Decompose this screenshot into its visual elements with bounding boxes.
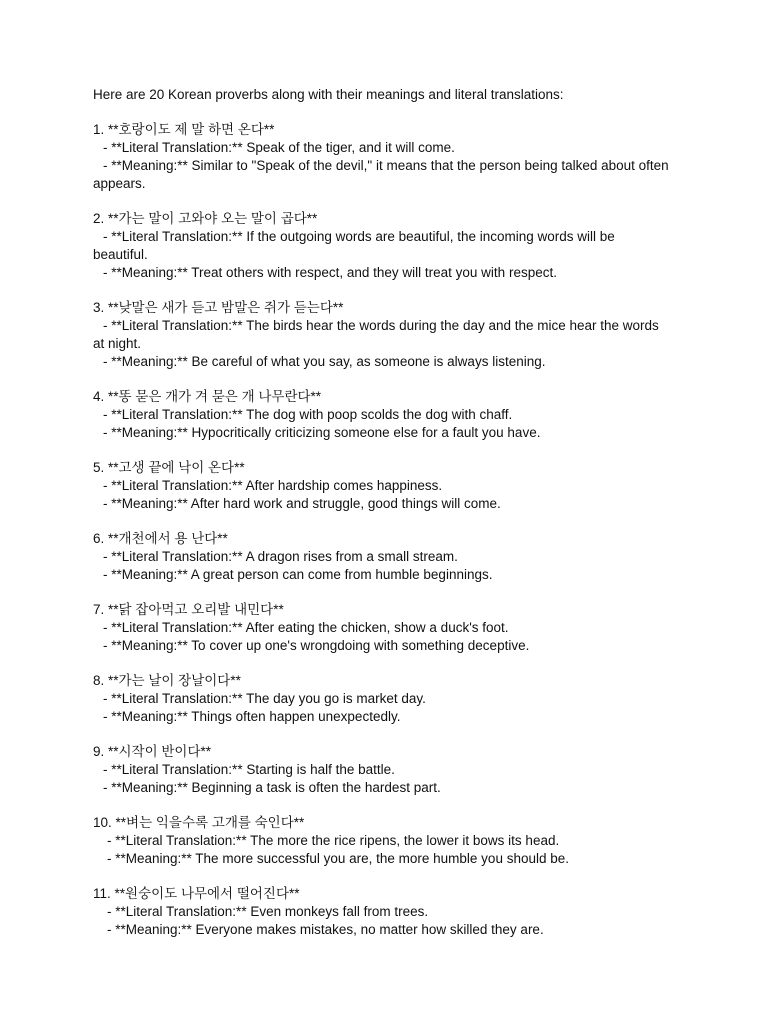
proverb-heading: 7. **닭 잡아먹고 오리발 내민다** [93, 602, 284, 617]
proverb-meaning: - **Meaning:** Treat others with respect, and they will treat you with respect. [103, 265, 557, 280]
literal-translation: - **Literal Translation:** The more the rice ripens, the lower it bows its head. [107, 833, 560, 848]
proverb-meaning: - **Meaning:** Things often happen unexpectedly. [103, 709, 401, 724]
proverb-meaning: - **Meaning:** Hypocritically criticizing someone else for a fault you have. [103, 425, 541, 440]
literal-translation: - **Literal Translation:** Speak of the tiger, and it will come. [103, 140, 455, 155]
proverb-meaning: - **Meaning:** After hard work and struggle, good things will come. [103, 496, 501, 511]
proverb-heading: 5. **고생 끝에 낙이 온다** [93, 460, 245, 475]
proverb-meaning: - **Meaning:** The more successful you are, the more humble you should be. [107, 851, 569, 866]
literal-translation: - **Literal Translation:** If the outgoing words are beautiful, the incoming words will be beautiful. [93, 229, 615, 262]
proverb-item-8 [93, 672, 672, 726]
proverb-heading: 1. **호랑이도 제 말 하면 온다** [93, 122, 275, 137]
proverb-item-5 [93, 459, 672, 513]
proverb-heading: 10. **벼는 익을수록 고개를 숙인다** [93, 815, 305, 830]
proverb-heading: 2. **가는 말이 고와야 오는 말이 곱다** [93, 211, 318, 226]
literal-translation: - **Literal Translation:** The day you go is market day. [103, 691, 426, 706]
literal-translation: - **Literal Translation:** A dragon rises from a small stream. [103, 549, 458, 564]
proverb-meaning: - **Meaning:** Everyone makes mistakes, no matter how skilled they are. [107, 922, 544, 937]
intro-text: Here are 20 Korean proverbs along with their meanings and literal translations: [93, 87, 564, 102]
proverb-item-3 [93, 299, 672, 371]
proverb-item-7 [93, 601, 672, 655]
literal-translation: - **Literal Translation:** After eating the chicken, show a duck's foot. [103, 620, 509, 635]
proverb-heading: 4. **똥 묻은 개가 겨 묻은 개 나무란다** [93, 389, 322, 404]
literal-translation: - **Literal Translation:** After hardship comes happiness. [103, 478, 443, 493]
proverb-meaning: - **Meaning:** To cover up one's wrongdoing with something deceptive. [103, 638, 530, 653]
proverb-meaning: - **Meaning:** Beginning a task is often the hardest part. [103, 780, 441, 795]
proverb-heading: 9. **시작이 반이다** [93, 744, 212, 759]
proverb-item-11 [93, 885, 672, 939]
proverb-item-10 [93, 814, 672, 868]
literal-translation: - **Literal Translation:** Even monkeys fall from trees. [107, 904, 429, 919]
proverb-meaning: - **Meaning:** Be careful of what you say, as someone is always listening. [103, 354, 546, 369]
literal-translation: - **Literal Translation:** The dog with poop scolds the dog with chaff. [103, 407, 513, 422]
proverb-item-4 [93, 388, 672, 442]
proverb-item-9 [93, 743, 672, 797]
proverb-item-2 [93, 210, 672, 282]
literal-translation: - **Literal Translation:** Starting is half the battle. [103, 762, 395, 777]
proverb-item-1 [93, 121, 672, 193]
proverb-heading: 8. **가는 날이 장날이다** [93, 673, 241, 688]
proverb-heading: 3. **낮말은 새가 듣고 밤말은 쥐가 듣는다** [93, 300, 344, 315]
proverb-heading: 11. **원숭이도 나무에서 떨어진다** [93, 886, 300, 901]
proverb-heading: 6. **개천에서 용 난다** [93, 531, 228, 546]
proverb-meaning: - **Meaning:** A great person can come from humble beginnings. [103, 567, 493, 582]
proverb-item-6 [93, 530, 672, 584]
proverb-meaning: - **Meaning:** Similar to "Speak of the devil," it means that the person being talked about often appears. [93, 158, 669, 191]
literal-translation: - **Literal Translation:** The birds hear the words during the day and the mice hear the words at night. [93, 318, 659, 351]
